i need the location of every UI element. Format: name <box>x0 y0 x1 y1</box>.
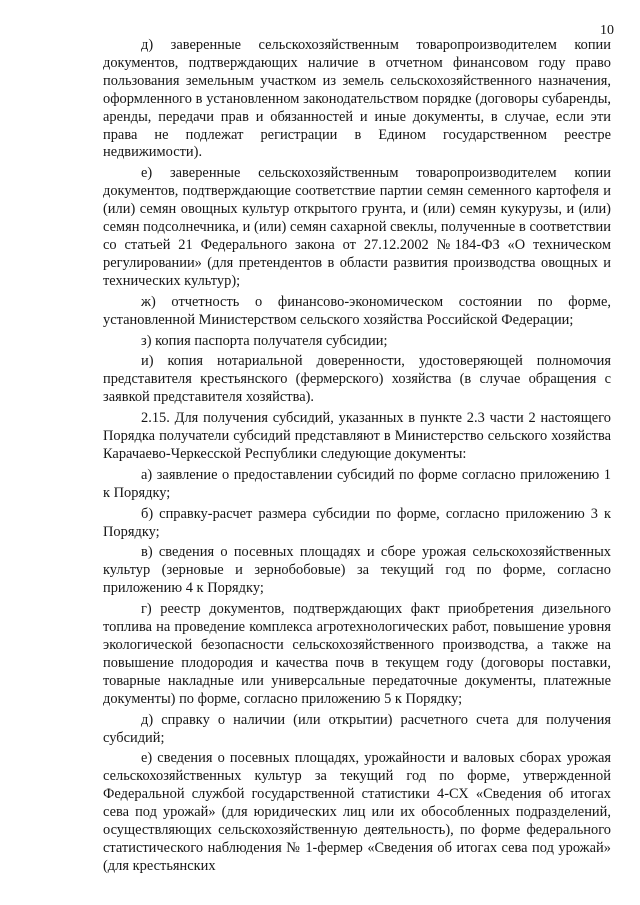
document-body <box>103 37 611 879</box>
paragraph-g-fuel-register: г) реестр документов, подтверждающих факт приобретения дизельного топлива на проведение комплекса агротехнологических работ, повышение уровня экологической безопасности сельскохозяйственного производства, а также на повышение плодородия и качества почв в текущем году (договоры поставки, товарные накладные или универсальные передаточные документы, платежные документы) по форме, согласно приложению 5 к Порядку; <box>103 601 611 707</box>
paragraph-b-calculation: б) справку-расчет размера субсидии по форме, согласно приложению 3 к Порядку; <box>103 505 611 540</box>
paragraph-e-harvest-statistics: е) сведения о посевных площадях, урожайности и валовых сборах урожая сельскохозяйственных культур за текущий год по форме, утвержденной Федеральной службой государственной статистики 4-СХ «Сведения об итогах сева под урожай» (для юридических лиц или их обособленных подразделений, осуществляющих сельскохозяйственную деятельность), по форме федерального статистического наблюдения № 1-фермер «Сведения об итогах сева под урожай» (для крестьянских <box>103 750 611 874</box>
paragraph-2-15-intro: 2.15. Для получения субсидий, указанных в пункте 2.3 части 2 настоящего Порядка получатели субсидий представляют в Министерство сельского хозяйства Карачаево-Черкесской Республики следующие документы: <box>103 410 611 462</box>
paragraph-v-sown-areas: в) сведения о посевных площадях и сборе урожая сельскохозяйственных культур (зерновые и зернобобовые) за текущий год по форме, согласно приложению 4 к Порядку; <box>103 544 611 597</box>
page-number: 10 <box>600 23 614 38</box>
paragraph-i-power-of-attorney: и) копия нотариальной доверенности, удостоверяющей полномочия представителя крестьянского (фермерского) хозяйства (в случае обращения с заявкой представителя хозяйства). <box>103 353 611 406</box>
paragraph-e-seed-conformity: е) заверенные сельскохозяйственным товаропроизводителем копии документов, подтверждающие соответствие партии семян семенного картофеля и (или) семян овощных культур открытого грунта, и (или) семян кукурузы, и (или) семян подсолнечника, и (или) семян сахарной свеклы, полученные в соответствии со статьей 21 Федерального закона от 27.12.2002 №184-ФЗ «О техническом регулировании» (для претендентов в области развития производства овощных и технических культур); <box>103 165 611 289</box>
paragraph-zh-financial-report: ж) отчетность о финансово-экономическом состоянии по форме, установленной Министерством сельского хозяйства Российской Федерации; <box>103 293 611 328</box>
paragraph-d-land-use-rights: д) заверенные сельскохозяйственным товаропроизводителем копии документов, подтверждающих наличие в отчетном финансовом году право пользования земельным участком из земель сельскохозяйственного назначения, оформленного в установленном законодательством порядке (договоры субаренды, аренды, передачи прав и обязанностей и иные документы, в случае, если эти права не подлежат регистрации в Едином государственном реестре недвижимости). <box>103 37 611 161</box>
paragraph-z-passport-copy: з) копия паспорта получателя субсидии; <box>141 332 388 349</box>
paragraph-a-application: а) заявление о предоставлении субсидий по форме согласно приложению 1 к Порядку; <box>103 466 611 501</box>
paragraph-d-bank-account: д) справку о наличии (или открытии) расчетного счета для получения субсидий; <box>103 711 611 746</box>
